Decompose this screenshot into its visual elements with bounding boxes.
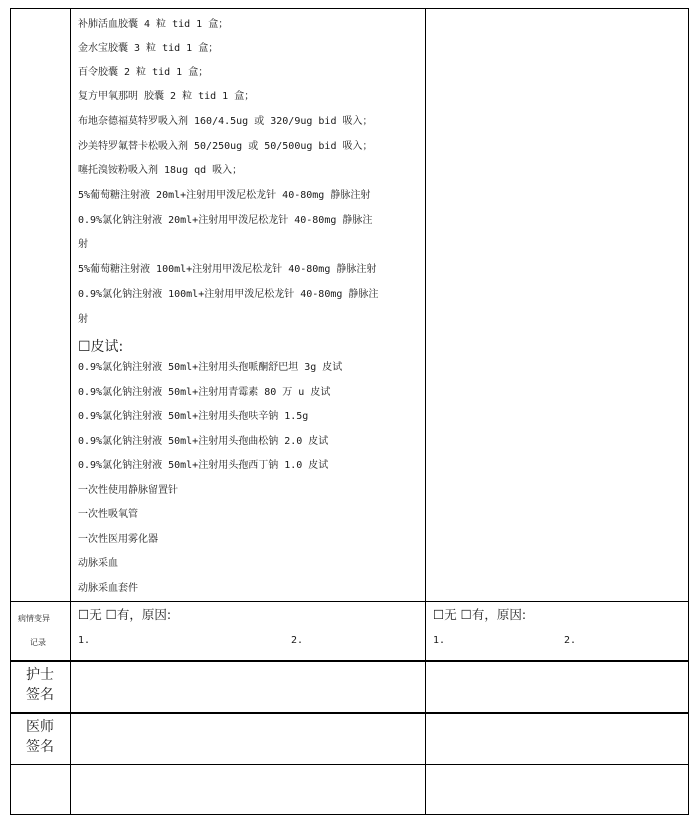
variance-label-line1: 病情变异 xyxy=(18,614,50,623)
variance-reason-1-right: 1. xyxy=(433,635,446,646)
medication-item: 沙美特罗氟替卡松吸入剂 50/250ug 或 50/500ug bid 吸入； xyxy=(78,141,373,152)
skin-test-heading: ☐皮试: xyxy=(78,339,124,355)
medication-item: 0.9%氯化钠注射液 100ml+注射用甲泼尼松龙针 40-80mg 静脉注 xyxy=(78,289,379,300)
medication-item: 复方甲氧那明 胶囊 2 粒 tid 1 盒； xyxy=(78,91,255,102)
nurse-signature-label xyxy=(11,665,69,705)
row-divider-variance xyxy=(10,601,689,602)
medication-item: 布地奈德福莫特罗吸入剂 160/4.5ug 或 320/9ug bid 吸入； xyxy=(78,116,373,127)
empty-row-cell-left xyxy=(71,765,425,814)
skin-test-item: 0.9%氯化钠注射液 50ml+注射用头孢哌酮舒巴坦 3g 皮试 xyxy=(78,362,343,373)
medication-item: 百令胶囊 2 粒 tid 1 盒； xyxy=(78,67,209,78)
variance-reason-2-right: 2. xyxy=(564,635,577,646)
nurse-signature-line1: 护士 xyxy=(26,667,54,683)
doctor-signature-line2: 签名 xyxy=(26,739,54,755)
doctor-signature-field-left[interactable] xyxy=(71,714,425,764)
medication-item: 金水宝胶囊 3 粒 tid 1 盒； xyxy=(78,43,219,54)
doctor-signature-line1: 医师 xyxy=(26,719,54,735)
medication-item: 0.9%氯化钠注射液 20ml+注射用甲泼尼松龙针 40-80mg 静脉注 xyxy=(78,215,373,226)
nurse-signature-line2: 签名 xyxy=(26,687,54,703)
supply-item: 动脉采血 xyxy=(78,558,118,569)
skin-test-item: 0.9%氯化钠注射液 50ml+注射用青霉素 80 万 u 皮试 xyxy=(78,387,331,398)
border-right xyxy=(688,8,689,815)
supply-item: 一次性使用静脉留置针 xyxy=(78,485,178,496)
supply-item: 动脉采血套件 xyxy=(78,583,138,594)
medication-item: 5%葡萄糖注射液 100ml+注射用甲泼尼松龙针 40-80mg 静脉注射 xyxy=(78,264,377,275)
medication-item: 补肺活血胶囊 4 粒 tid 1 盒； xyxy=(78,19,229,30)
nurse-signature-field-left[interactable] xyxy=(71,662,425,712)
variance-options-right[interactable]: ☐无 ☐有，原因: xyxy=(433,607,527,622)
skin-test-item: 0.9%氯化钠注射液 50ml+注射用头孢曲松钠 2.0 皮试 xyxy=(78,436,329,447)
border-top xyxy=(10,8,689,9)
medication-item: 5%葡萄糖注射液 20ml+注射用甲泼尼松龙针 40-80mg 静脉注射 xyxy=(78,190,371,201)
supply-item: 一次性吸氧管 xyxy=(78,509,138,520)
variance-reason-2: 2. xyxy=(291,635,304,646)
medication-item: 射 xyxy=(78,314,88,325)
supply-item: 一次性医用雾化器 xyxy=(78,534,158,545)
doctor-signature-label xyxy=(11,717,69,757)
variance-label-line2: 记录 xyxy=(30,638,46,647)
medication-item: 射 xyxy=(78,239,88,250)
nurse-signature-field-right[interactable] xyxy=(426,662,688,712)
variance-reason-1: 1. xyxy=(78,635,91,646)
medication-item: 噻托溴铵粉吸入剂 18ug qd 吸入； xyxy=(78,165,243,176)
skin-test-item: 0.9%氯化钠注射液 50ml+注射用头孢呋辛钠 1.5g xyxy=(78,411,309,422)
variance-options[interactable]: ☐无 ☐有，原因: xyxy=(78,607,172,622)
empty-row-cell-right xyxy=(426,765,688,814)
doctor-signature-field-right[interactable] xyxy=(426,714,688,764)
skin-test-item: 0.9%氯化钠注射液 50ml+注射用头孢西丁钠 1.0 皮试 xyxy=(78,460,329,471)
border-bottom xyxy=(10,814,689,815)
